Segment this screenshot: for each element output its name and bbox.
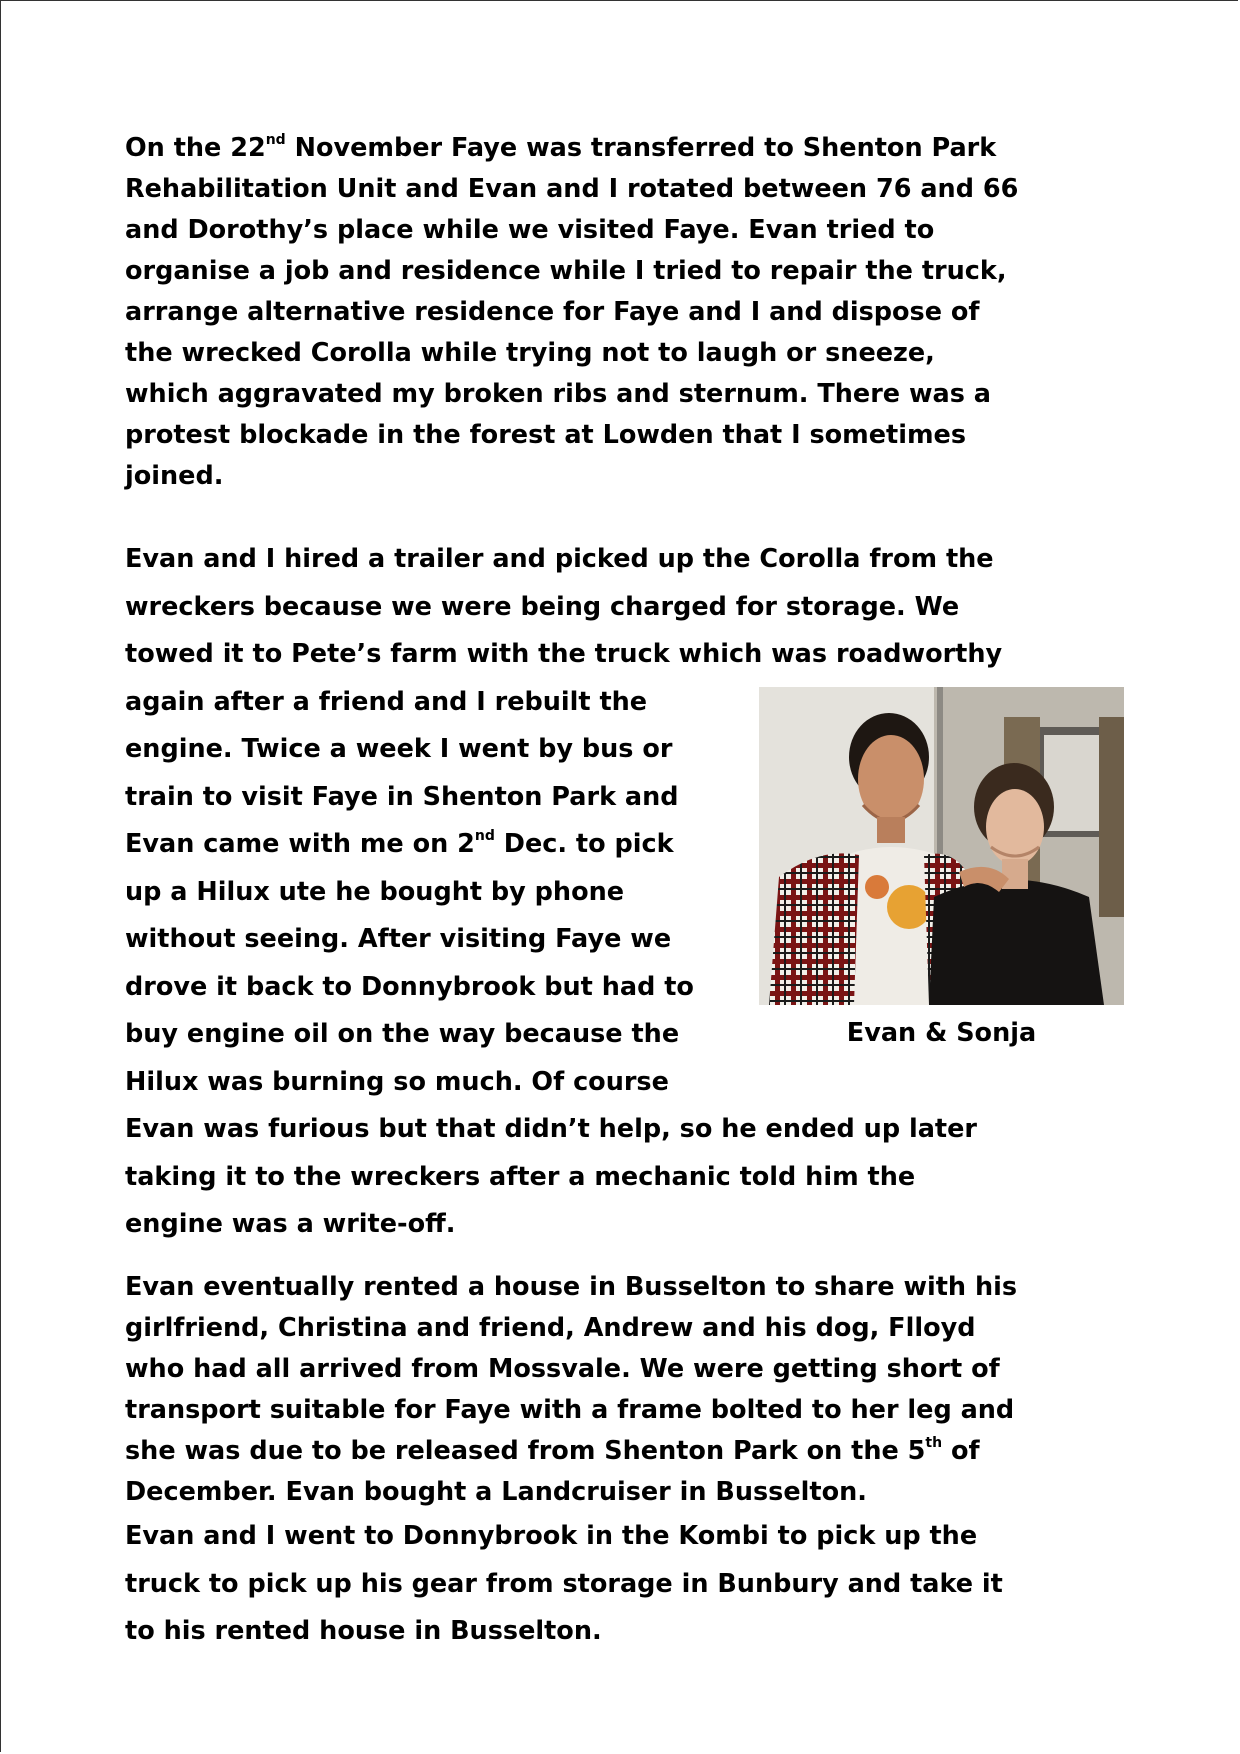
- text-line: truck to pick up his gear from storage in Bunbury and take it: [125, 1568, 1003, 1599]
- text-line: On the 22nd November Faye was transferred to Shenton Park: [125, 132, 997, 163]
- text-line: girlfriend, Christina and friend, Andrew and his dog, Flloyd: [125, 1313, 976, 1343]
- photo-caption: Evan & Sonja: [846, 1018, 1037, 1048]
- ordinal-suffix: nd: [265, 132, 286, 148]
- text-line: without seeing. After visiting Faye we: [125, 924, 672, 954]
- text-line: wreckers because we were being charged for storage. We: [125, 591, 960, 622]
- text-line: joined.: [125, 461, 224, 491]
- ordinal-suffix: nd: [474, 828, 495, 844]
- text-line: to his rented house in Busselton.: [125, 1616, 602, 1646]
- text-line: Evan came with me on 2nd Dec. to pick: [125, 828, 674, 859]
- paragraph-kombi-trip: [125, 1513, 1125, 1656]
- text-line: who had all arrived from Mossvale. We were getting short of: [125, 1354, 1000, 1384]
- photo-illustration: [759, 687, 1124, 1005]
- text-line: she was due to be released from Shenton Park on the 5th of: [125, 1435, 980, 1466]
- text-line: up a Hilux ute he bought by phone: [125, 876, 625, 907]
- text-line: arrange alternative residence for Faye and I and dispose of: [125, 297, 980, 327]
- text-line: Hilux was burning so much. Of course: [125, 1066, 669, 1097]
- paragraph-shenton-park-transfer: [125, 128, 1125, 497]
- text-line: Rehabilitation Unit and Evan and I rotated between 76 and 66: [125, 174, 1019, 204]
- text-line: organise a job and residence while I tried to repair the truck,: [125, 256, 1007, 286]
- text-line: Evan and I went to Donnybrook in the Kombi to pick up the: [125, 1521, 978, 1551]
- text-line: towed it to Pete’s farm with the truck which was roadworthy: [125, 639, 1003, 669]
- text-line: the wrecked Corolla while trying not to laugh or sneeze,: [125, 338, 935, 368]
- text-line: protest blockade in the forest at Lowden that I sometimes: [125, 420, 967, 450]
- text-line: again after a friend and I rebuilt the: [125, 686, 648, 717]
- text-line: which aggravated my broken ribs and sternum. There was a: [125, 379, 991, 409]
- text-line: train to visit Faye in Shenton Park and: [125, 781, 679, 812]
- text-line: engine was a write-off.: [125, 1209, 456, 1239]
- text-line: transport suitable for Faye with a frame bolted to her leg and: [125, 1395, 1015, 1425]
- photo-evan-and-sonja: [759, 687, 1124, 1005]
- text-line: drove it back to Donnybrook but had to: [125, 971, 694, 1002]
- text-line: December. Evan bought a Landcruiser in Busselton.: [125, 1477, 867, 1507]
- text-line: Evan was furious but that didn’t help, so he ended up later: [125, 1114, 977, 1144]
- text-line: taking it to the wreckers after a mechanic told him the: [125, 1161, 916, 1192]
- text-line: and Dorothy’s place while we visited Faye. Evan tried to: [125, 215, 935, 245]
- paragraph-busselton-house: [125, 1267, 1125, 1513]
- text-line: engine. Twice a week I went by bus or: [125, 734, 673, 764]
- text-line: buy engine oil on the way because the: [125, 1019, 680, 1049]
- text-line: Evan eventually rented a house in Busselton to share with his: [125, 1272, 1018, 1302]
- text-line: Evan and I hired a trailer and picked up the Corolla from the: [125, 544, 994, 574]
- ordinal-suffix: th: [925, 1435, 943, 1451]
